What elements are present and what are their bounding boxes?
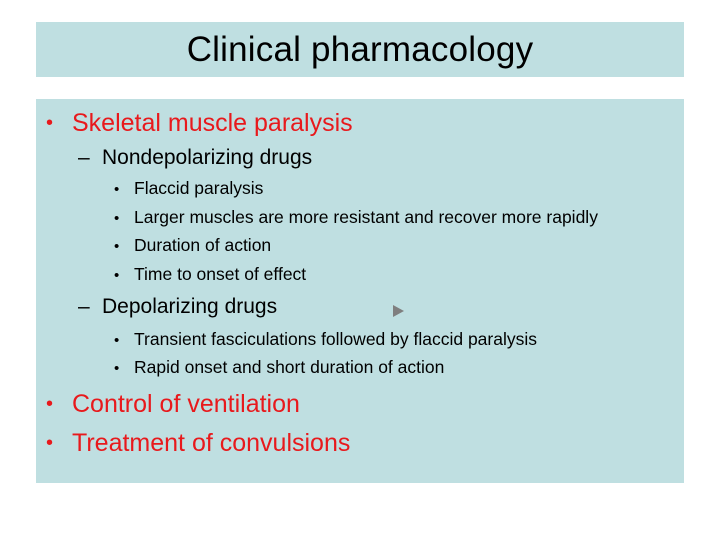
bullet-time-to-onset [114,264,306,285]
bullet-marker: • [114,210,120,227]
bullet-treatment-of-convulsions [46,429,350,458]
bullet-text: Transient fasciculations followed by flaccid paralysis [134,329,538,349]
bullet-marker: • [114,360,120,377]
slide-title: Clinical pharmacology [186,29,534,69]
bullet-skeletal-muscle-paralysis [46,109,353,138]
play-icon[interactable] [393,305,404,317]
bullet-control-of-ventilation [46,390,300,419]
bullet-larger-muscles [114,207,598,228]
bullet-marker: • [46,112,54,134]
bullet-text: Flaccid paralysis [134,178,264,198]
bullet-text: Control of ventilation [72,390,300,418]
bullet-marker: • [114,332,120,349]
content-panel [36,99,684,483]
bullet-text: Larger muscles are more resistant and recover more rapidly [134,207,598,227]
bullet-marker: • [114,238,120,255]
bullet-marker: • [46,432,54,454]
title-panel [36,22,684,77]
bullet-text: Nondepolarizing drugs [102,146,313,169]
bullet-marker: • [46,393,54,415]
bullet-text: Treatment of convulsions [72,429,351,457]
bullet-text: Depolarizing drugs [102,295,278,318]
bullet-text: Skeletal muscle paralysis [72,109,353,137]
bullet-flaccid-paralysis [114,178,263,199]
bullet-nondepolarizing-drugs [78,146,312,170]
dash-marker: – [78,146,90,169]
bullet-text: Rapid onset and short duration of action [134,357,445,377]
bullet-marker: • [114,267,120,284]
bullet-depolarizing-drugs [78,295,277,319]
bullet-rapid-onset [114,357,444,378]
bullet-text: Time to onset of effect [134,264,307,284]
bullet-transient-fasciculations [114,329,537,350]
dash-marker: – [78,295,90,318]
bullet-text: Duration of action [134,235,272,255]
bullet-duration-of-action [114,235,271,256]
bullet-marker: • [114,181,120,198]
